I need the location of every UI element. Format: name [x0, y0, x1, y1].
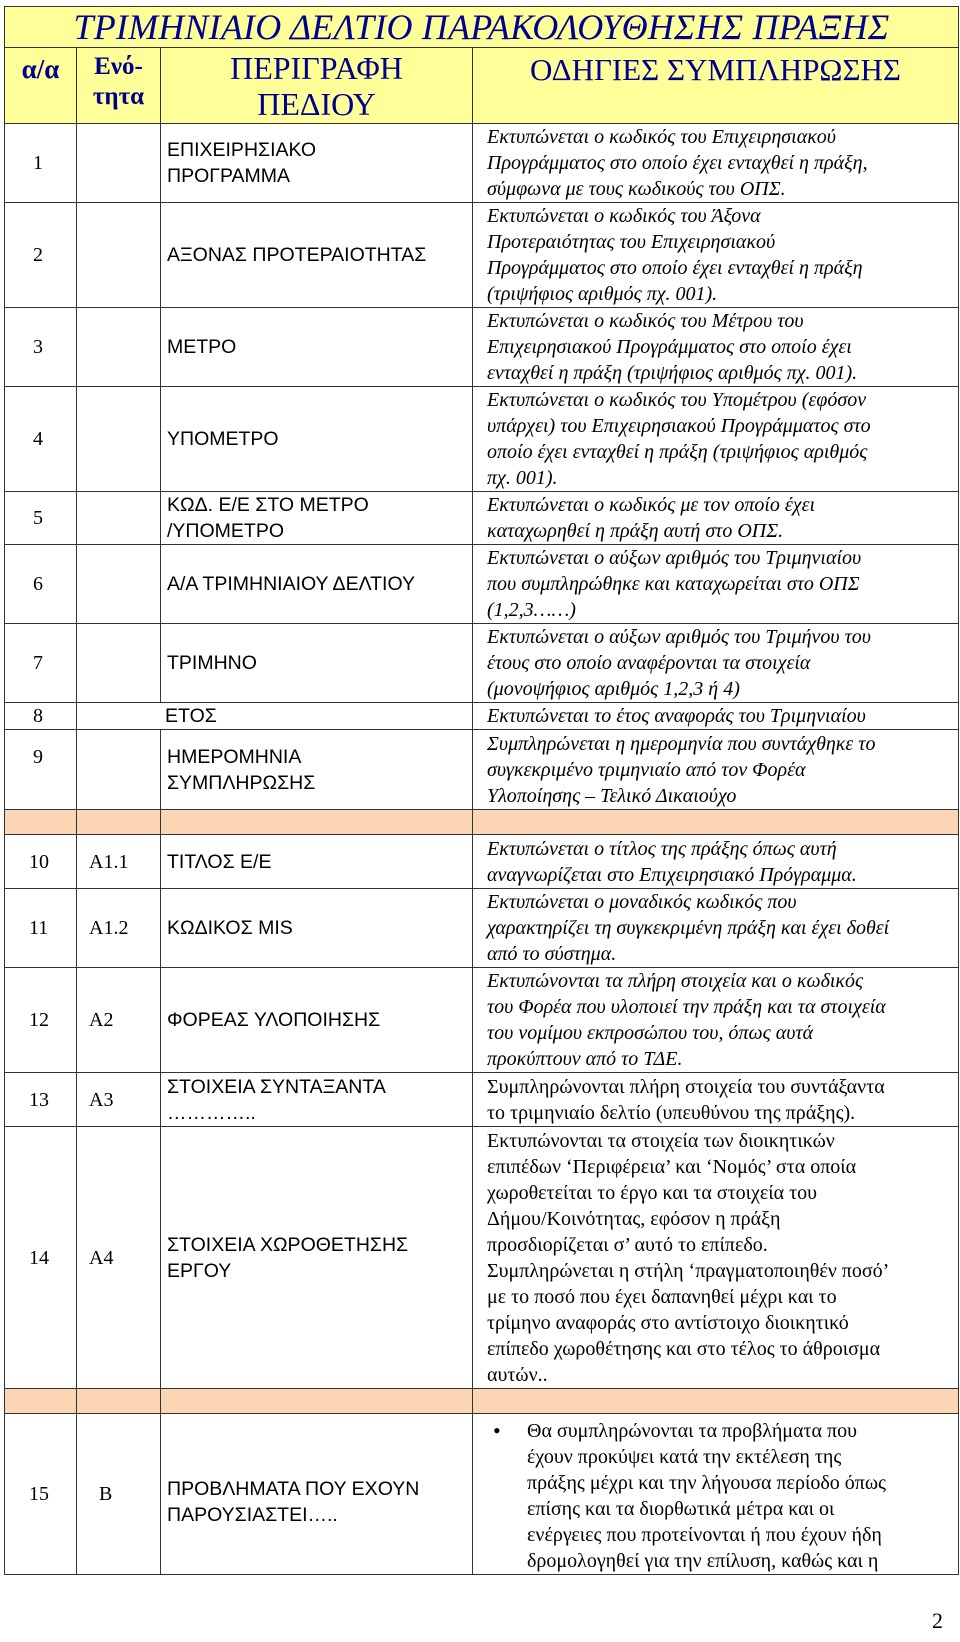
- row-instructions: [473, 730, 959, 810]
- table-row: [5, 835, 959, 889]
- row-section: [77, 545, 161, 624]
- row-instructions: [473, 545, 959, 624]
- instr-line: υπάρχει) του Επιχειρησιακού Προγράμματος στο: [487, 415, 871, 437]
- instr-line: δρομολογηθεί για την επίλυση, καθώς και η: [527, 1550, 879, 1572]
- row-section: Α3: [77, 1073, 161, 1127]
- row-field-line: ΣΤΟΙΧΕΙΑ ΣΥΝΤΑΞΑΝΤΑ: [167, 1075, 386, 1098]
- row-section: Β: [77, 1414, 161, 1575]
- row-section: Α1.2: [77, 889, 161, 968]
- row-instructions: [473, 124, 959, 203]
- row-field: ΤΙΤΛΟΣ Ε/Ε: [161, 835, 473, 889]
- table-row: [5, 730, 959, 810]
- row-field-line: ΠΑΡΟΥΣΙΑΣΤΕΙ…..: [167, 1504, 338, 1526]
- divider-cell: [77, 810, 161, 835]
- row-field-line: ΣΤΟΙΧΕΙΑ ΧΩΡΟΘΕΤΗΣΗΣ: [167, 1233, 409, 1256]
- row-field: [161, 1414, 473, 1575]
- row-section: Α4: [77, 1127, 161, 1389]
- row-field: ΤΡΙΜΗΝΟ: [161, 624, 473, 703]
- row-field: [161, 730, 473, 810]
- row-number: 8: [5, 703, 77, 730]
- instr-line: αναγνωρίζεται στο Επιχειρησιακό Πρόγραμμα.: [487, 863, 857, 886]
- row-number: 10: [5, 835, 77, 889]
- row-field: ΑΞΟΝΑΣ ΠΡΟΤΕΡΑΙΟΤΗΤΑΣ: [161, 203, 473, 308]
- instr-line: Εκτυπώνεται ο κωδικός του Μέτρου του: [487, 310, 804, 332]
- instr-line: αυτών..: [487, 1363, 548, 1386]
- header-enotita-line-2: τητα: [92, 83, 145, 110]
- header-description-line-2: ΠΕΔΙΟΥ: [257, 85, 376, 122]
- table-row: [5, 203, 959, 308]
- row-instructions: [473, 1127, 959, 1389]
- row-number: 12: [5, 968, 77, 1073]
- table-row: [5, 889, 959, 968]
- row-instructions: [473, 203, 959, 308]
- instr-line: Εκτυπώνεται ο αύξων αριθμός του Τριμήνου του: [487, 626, 871, 648]
- header-enotita: [77, 48, 161, 124]
- row-field-line: ΠΡΟΓΡΑΜΜΑ: [167, 165, 291, 187]
- instr-line: προσδιορίζεται σ’ αυτό το επίπεδο.: [487, 1233, 768, 1256]
- row-number: 11: [5, 889, 77, 968]
- table-row: [5, 1414, 959, 1575]
- divider-cell: [473, 810, 959, 835]
- header-enotita-line-1: Ενό-: [94, 53, 143, 80]
- row-field: ΚΩΔΙΚΟΣ MIS: [161, 889, 473, 968]
- row-instructions: [473, 308, 959, 387]
- row-field-line: ΠΡΟΒΛΗΜΑΤΑ ΠΟΥ ΕΧΟΥΝ: [167, 1478, 420, 1500]
- row-number: 5: [5, 492, 77, 545]
- row-section: Α1.1: [77, 835, 161, 889]
- instr-line: Εκτυπώνεται ο κωδικός με τον οποίο έχει: [487, 494, 816, 516]
- instr-line: Προτεραιότητας του Επιχειρησιακού: [487, 231, 776, 253]
- row-section: [77, 203, 161, 308]
- monitoring-form-table: [4, 6, 959, 1575]
- row-field: [161, 492, 473, 545]
- row-field-line: ΚΩΔ. Ε/Ε ΣΤΟ ΜΕΤΡΟ: [167, 494, 369, 516]
- row-field: ΜΕΤΡΟ: [161, 308, 473, 387]
- instr-line: Συμπληρώνεται η στήλη ‘πραγματοποιηθέν ποσό’: [487, 1259, 890, 1282]
- instr-line: τρίμηνο αναφοράς στο αντίστοιχο διοικητικό: [487, 1311, 849, 1334]
- instr-line: Προγράμματος στο οποίο έχει ενταχθεί η πράξη,: [487, 152, 868, 174]
- page-number: 2: [932, 1608, 943, 1633]
- table-row: [5, 124, 959, 203]
- section-divider: [5, 1389, 959, 1414]
- row-instructions: [473, 624, 959, 703]
- row-section: [77, 624, 161, 703]
- header-row: [5, 48, 959, 124]
- row-instructions: [473, 387, 959, 492]
- header-description-line-1: ΠΕΡΙΓΡΑΦΗ: [230, 49, 403, 86]
- table-row: [5, 387, 959, 492]
- row-number: 1: [5, 124, 77, 203]
- row-field: [161, 1073, 473, 1127]
- title-row: [5, 7, 959, 48]
- row-number: 13: [5, 1073, 77, 1127]
- divider-cell: [473, 1389, 959, 1414]
- row-field-line: ΗΜΕΡΟΜΗΝΙΑ: [167, 745, 302, 768]
- table-row: [5, 624, 959, 703]
- row-section: Α2: [77, 968, 161, 1073]
- instr-line: που συμπληρώθηκε και καταχωρείται στο ΟΠΣ: [487, 573, 860, 595]
- row-section: [77, 492, 161, 545]
- instr-line: καταχωρηθεί η πράξη αυτή στο ΟΠΣ.: [487, 520, 784, 542]
- instr-line: συγκεκριμένο τριμηνιαίο από τον Φορέα: [487, 758, 806, 781]
- divider-cell: [77, 1389, 161, 1414]
- instr-line: έτους στο οποίο αναφέρονται τα στοιχεία: [487, 652, 811, 674]
- instr-line: (1,2,3……): [487, 599, 576, 621]
- instr-line: Εκτυπώνεται ο κωδικός του Επιχειρησιακού: [487, 126, 836, 148]
- row-section: [77, 124, 161, 203]
- instr-line: Εκτυπώνεται το έτος αναφοράς του Τριμηνιαίου: [487, 705, 866, 727]
- instr-line: χωροθετείται το έργο και τα στοιχεία του: [487, 1181, 818, 1204]
- row-number: 7: [5, 624, 77, 703]
- header-description: [161, 48, 473, 124]
- instr-line: Υλοποίησης – Τελικό Δικαιούχο: [487, 784, 737, 807]
- row-instructions: [473, 1073, 959, 1127]
- instr-line: Προγράμματος στο οποίο έχει ενταχθεί η πράξη: [487, 257, 863, 279]
- instr-line: Εκτυπώνεται ο μοναδικός κωδικός που: [487, 891, 797, 913]
- row-instructions: [473, 968, 959, 1073]
- table-row: [5, 1127, 959, 1389]
- bullet-item: [527, 1418, 952, 1574]
- instr-line: Συμπληρώνονται πλήρη στοιχεία του συντάξαντα: [487, 1075, 885, 1098]
- row-field: [161, 1127, 473, 1389]
- instr-line: Εκτυπώνεται ο κωδικός του Υπομέτρου (εφόσον: [487, 389, 867, 411]
- header-instructions: ΟΔΗΓΙΕΣ ΣΥΜΠΛΗΡΩΣΗΣ: [473, 48, 959, 124]
- table-row: [5, 492, 959, 545]
- row-field: ΕΤΟΣ: [77, 703, 473, 730]
- row-number: 6: [5, 545, 77, 624]
- table-row: [5, 1073, 959, 1127]
- instr-line: επίπεδο χωροθέτησης και στο τέλος το άθροισμα: [487, 1337, 881, 1360]
- row-instructions: [473, 492, 959, 545]
- document-title: ΤΡΙΜΗΝΙΑΙΟ ΔΕΛΤΙΟ ΠΑΡΑΚΟΛΟΥΘΗΣΗΣ ΠΡΑΞΗΣ: [5, 7, 959, 48]
- instr-line: επίσης και τα διορθωτικά μέτρα και οι: [527, 1498, 835, 1520]
- row-number: 3: [5, 308, 77, 387]
- row-section: [77, 308, 161, 387]
- instr-line: σύμφωνα με τους κωδικούς του ΟΠΣ.: [487, 178, 786, 200]
- row-instructions: [473, 1414, 959, 1575]
- row-instructions: [473, 889, 959, 968]
- instr-line: Συμπληρώνεται η ημερομηνία που συντάχθηκε το: [487, 732, 876, 755]
- instr-line: πχ. 001).: [487, 467, 558, 489]
- instr-line: (τριψήφιος αριθμός πχ. 001).: [487, 283, 718, 305]
- instr-line: Εκτυπώνεται ο τίτλος της πράξης όπως αυτή: [487, 837, 837, 860]
- instr-line: • Θα συμπληρώνονται τα προβλήματα που: [527, 1420, 857, 1442]
- row-instructions: [473, 703, 959, 730]
- row-number: 4: [5, 387, 77, 492]
- table-row: [5, 308, 959, 387]
- instr-line: ενέργειες που προτείνονται ή που έχουν ήδη: [527, 1524, 882, 1546]
- instr-line: Εκτυπώνονται τα στοιχεία των διοικητικών: [487, 1129, 835, 1152]
- row-number: 14: [5, 1127, 77, 1389]
- section-divider: [5, 810, 959, 835]
- instr-line: με το ποσό που έχει δαπανηθεί μέχρι και το: [487, 1285, 837, 1308]
- row-field: ΦΟΡΕΑΣ ΥΛΟΠΟΙΗΣΗΣ: [161, 968, 473, 1073]
- table-row: [5, 968, 959, 1073]
- row-section: [77, 387, 161, 492]
- row-field-line: /ΥΠΟΜΕΤΡΟ: [167, 520, 285, 542]
- instr-line: από το σύστημα.: [487, 943, 617, 965]
- row-number: 15: [5, 1414, 77, 1575]
- instr-line: έχουν προκύψει κατά την εκτέλεση της: [527, 1446, 842, 1468]
- row-field: Α/Α ΤΡΙΜΗΝΙΑΙΟΥ ΔΕΛΤΙΟΥ: [161, 545, 473, 624]
- row-field-line: …………..: [167, 1101, 256, 1124]
- instr-line: Εκτυπώνονται τα πλήρη στοιχεία και ο κωδικός: [487, 970, 864, 992]
- instr-line: του Φορέα που υλοποιεί την πράξη και τα στοιχεία: [487, 996, 886, 1018]
- row-number: 2: [5, 203, 77, 308]
- row-instructions: [473, 835, 959, 889]
- table-row: [5, 703, 959, 730]
- instr-line: Εκτυπώνεται ο κωδικός του Άξονα: [487, 205, 761, 227]
- instr-line: προκύπτουν από το ΤΔΕ.: [487, 1048, 683, 1070]
- divider-cell: [5, 810, 77, 835]
- instr-line: χαρακτηρίζει τη συγκεκριμένη πράξη και έχει δοθεί: [487, 917, 890, 939]
- row-field-line: ΕΡΓΟΥ: [167, 1259, 232, 1282]
- row-field-line: ΕΠΙΧΕΙΡΗΣΙΑΚΟ: [167, 139, 317, 161]
- row-field-line: ΣΥΜΠΛΗΡΩΣΗΣ: [167, 771, 316, 794]
- instr-line: επιπέδων ‘Περιφέρεια’ και ‘Νομός’ στα οποία: [487, 1155, 857, 1178]
- instr-line: το τριμηνιαίο δελτίο (υπευθύνου της πράξης).: [487, 1101, 856, 1124]
- divider-cell: [161, 810, 473, 835]
- row-field: [161, 124, 473, 203]
- instr-line: Εκτυπώνεται ο αύξων αριθμός του Τριμηνιαίου: [487, 547, 862, 569]
- divider-cell: [5, 1389, 77, 1414]
- instr-line: του νομίμου εκπροσώπου του, όπως αυτά: [487, 1022, 814, 1044]
- instr-line: Επιχειρησιακού Προγράμματος στο οποίο έχει: [487, 336, 852, 358]
- instr-line: ενταχθεί η πράξη (τριψήφιος αριθμός πχ. 001).: [487, 362, 858, 384]
- divider-cell: [161, 1389, 473, 1414]
- instr-line: (μονοψήφιος αριθμός 1,2,3 ή 4): [487, 678, 740, 700]
- instr-line: πράξης μέχρι και την λήγουσα περίοδο όπως: [527, 1472, 886, 1494]
- table-row: [5, 545, 959, 624]
- problems-bullet-list: [487, 1418, 952, 1574]
- row-section: [77, 730, 161, 810]
- instr-line: οποίο έχει ενταχθεί η πράξη (τριψήφιος αριθμός: [487, 441, 868, 463]
- row-number: 9: [5, 730, 77, 810]
- header-aa: α/α: [5, 48, 77, 124]
- instr-line: Δήμου/Κοινότητας, εφόσον η πράξη: [487, 1207, 781, 1230]
- row-field: ΥΠΟΜΕΤΡΟ: [161, 387, 473, 492]
